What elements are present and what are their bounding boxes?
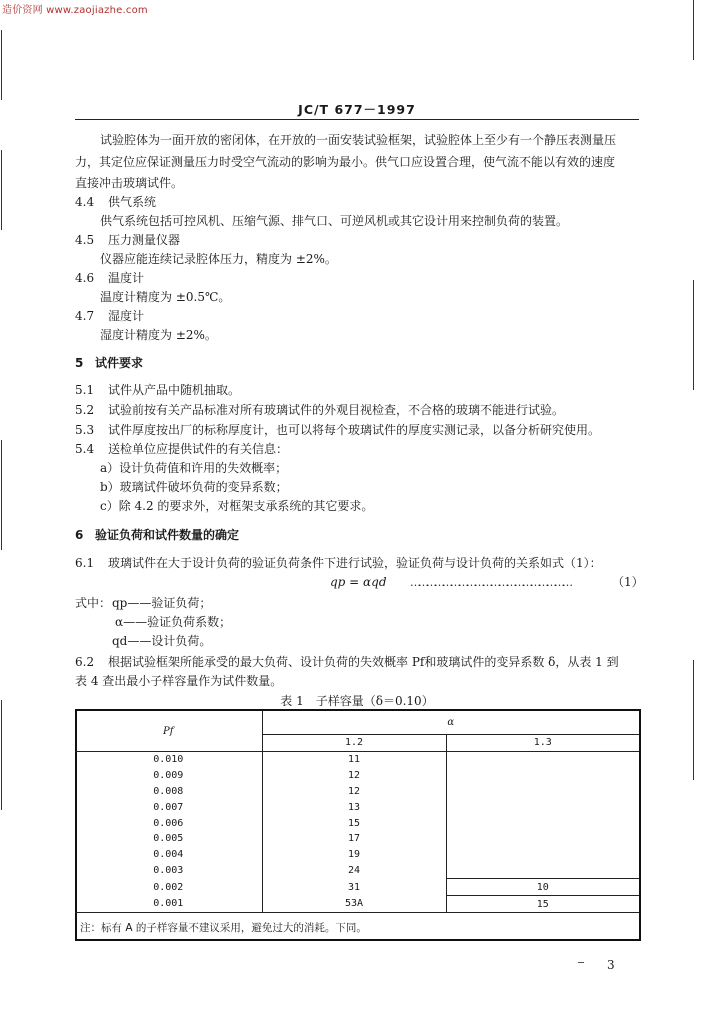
cell-a13 <box>446 815 639 831</box>
cell-pf: 0.005 <box>153 833 184 845</box>
table-note: 注：标有 A 的子样容量不建议采用，避免过大的消耗。下同。 <box>80 922 367 934</box>
header-alpha: α <box>262 710 639 734</box>
where-item: qp——验证负荷； <box>112 596 212 610</box>
clause-body: 湿度计精度为 ±2%。 <box>100 328 217 342</box>
header-pf: Pf <box>75 710 262 752</box>
table-row <box>75 784 639 800</box>
equation: qp = αqd <box>330 575 387 589</box>
header-alpha-1-2: 1.2 <box>262 734 446 751</box>
where-item: qd——设计负荷。 <box>112 634 212 648</box>
clause-text: 玻璃试件在大于设计负荷的验证负荷条件下进行试验，验证负荷与设计负荷的关系如式（1）： <box>108 556 602 570</box>
cell-a12: 12 <box>262 768 446 784</box>
where-lead: 式中： <box>75 596 112 610</box>
cell-pf: 0.010 <box>153 754 184 766</box>
section-number: 5 <box>75 356 84 370</box>
cell-a13 <box>446 799 639 815</box>
clause-title: 供气系统 <box>108 195 157 209</box>
cell-pf: 0.007 <box>153 801 184 813</box>
header-rule <box>75 119 639 120</box>
scan-edge-right <box>693 660 694 780</box>
cell-a12: 15 <box>262 815 446 831</box>
footer-dash <box>578 962 584 963</box>
clause-text: 试件从产品中随机抽取。 <box>108 383 241 397</box>
clause-text: 根据试验框架所能承受的最大负荷、设计负荷的失效概率 Pf和玻璃试件的变异系数 δ，从表 1 到 <box>108 655 619 669</box>
clause-number: 5.1 <box>75 383 95 397</box>
equation-label: （1） <box>612 575 644 589</box>
table-row <box>75 799 639 815</box>
scan-edge-left <box>1 30 2 100</box>
table-row <box>75 752 639 768</box>
clause-title: 压力测量仪器 <box>108 233 181 247</box>
page-header: JC/T 677－1997 <box>298 102 416 117</box>
cell-a12: 17 <box>262 831 446 847</box>
section-title: 验证负荷和试件数量的确定 <box>95 528 240 542</box>
cell-a12: 11 <box>262 752 446 768</box>
scan-edge-left <box>1 150 2 230</box>
clause-number: 4.5 <box>75 233 95 247</box>
cell-a12: 53A <box>262 896 446 913</box>
cell-a12: 31 <box>262 879 446 896</box>
scan-edge-left <box>1 700 2 810</box>
cell-pf: 0.002 <box>153 881 184 893</box>
table-title: 表 1 子样容量（δ＝0.10） <box>280 694 434 708</box>
where-item: α——验证负荷系数； <box>115 615 232 629</box>
table-row <box>75 847 639 863</box>
clause-title: 温度计 <box>108 271 145 285</box>
scan-edge-right <box>693 0 694 60</box>
clause-number: 4.7 <box>75 309 95 323</box>
cell-a12: 19 <box>262 847 446 863</box>
cell-a13: 15 <box>446 896 639 913</box>
clause-number: 5.2 <box>75 403 95 417</box>
clause-body: 温度计精度为 ±0.5℃。 <box>100 290 231 304</box>
table-row <box>75 768 639 784</box>
cell-pf: 0.003 <box>153 865 184 877</box>
section-title: 试件要求 <box>95 356 144 370</box>
clause-number: 6.2 <box>75 655 95 669</box>
paragraph-line: 试验腔体为一面开放的密闭体，在开放的一面安装试验框架，试验腔体上至少有一个静压表测量压 <box>100 133 617 147</box>
cell-pf: 0.006 <box>153 817 184 829</box>
cell-pf: 0.008 <box>153 785 184 797</box>
page-number: 3 <box>607 958 615 972</box>
clause-number: 5.4 <box>75 442 95 456</box>
sample-size-table <box>75 709 639 935</box>
clause-number: 6.1 <box>75 556 95 570</box>
table-row <box>75 831 639 847</box>
clause-body: 仪器应能连续记录腔体压力，精度为 ±2%。 <box>100 252 337 266</box>
cell-a12: 12 <box>262 784 446 800</box>
cell-a13 <box>446 863 639 879</box>
section-number: 6 <box>75 528 84 542</box>
scan-edge-left <box>1 440 2 550</box>
clause-text: 送检单位应提供试件的有关信息： <box>108 442 289 456</box>
clause-text: 试验前按有关产品标准对所有玻璃试件的外观目视检查，不合格的玻璃不能进行试验。 <box>108 403 565 417</box>
cell-pf: 0.009 <box>153 770 184 782</box>
scan-edge-right <box>693 280 694 390</box>
list-item: c）除 4.2 的要求外，对框架支承系统的其它要求。 <box>100 499 374 513</box>
clause-text: 表 4 查出最小子样容量作为试件数量。 <box>75 674 283 688</box>
list-item: b）玻璃试件破坏负荷的变异系数； <box>100 480 288 494</box>
clause-number: 4.4 <box>75 195 95 209</box>
equation-leader-dots: …………………………………………………… <box>410 576 570 589</box>
cell-a12: 13 <box>262 799 446 815</box>
cell-a13 <box>446 847 639 863</box>
paragraph-line: 力，其定位应保证测量压力时受空气流动的影响为最小。供气口应设置合理，使气流不能以有效的速度 <box>75 155 616 169</box>
watermark: 造价资网 www.zaojiazhe.com <box>2 5 148 16</box>
clause-text: 试件厚度按出厂的标称厚度计，也可以将每个玻璃试件的厚度实测记录，以备分析研究使用。 <box>108 423 601 437</box>
table-row <box>75 879 639 896</box>
table-row <box>75 896 639 913</box>
list-item: a）设计负荷值和许用的失效概率； <box>100 461 288 475</box>
cell-a13: 10 <box>446 879 639 896</box>
cell-pf: 0.001 <box>153 898 184 910</box>
clause-number: 5.3 <box>75 423 95 437</box>
table-row <box>75 815 639 831</box>
cell-a13 <box>446 768 639 784</box>
cell-a12: 24 <box>262 863 446 879</box>
clause-body: 供气系统包括可控风机、压缩气源、排气口、可逆风机或其它设计用来控制负荷的装置。 <box>100 214 569 228</box>
cell-a13 <box>446 831 639 847</box>
cell-pf: 0.004 <box>153 849 184 861</box>
clause-number: 4.6 <box>75 271 95 285</box>
paragraph-line: 直接冲击玻璃试件。 <box>75 176 184 190</box>
header-alpha-1-3: 1.3 <box>446 734 639 751</box>
clause-title: 湿度计 <box>108 309 145 323</box>
cell-a13 <box>446 752 639 768</box>
table-row <box>75 863 639 879</box>
cell-a13 <box>446 784 639 800</box>
